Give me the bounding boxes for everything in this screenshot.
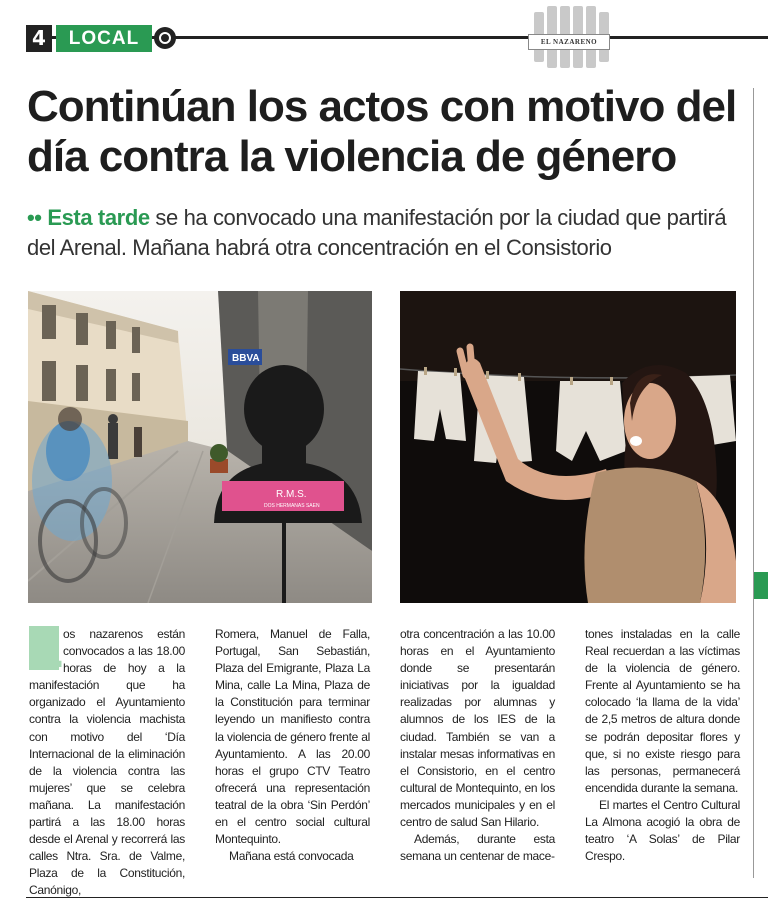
bank-sign-text: BBVA [232, 353, 260, 364]
col2-paragraph-1: Romera, Manuel de Falla, Portugal, San Sebastián, Plaza del Emigrante, Plaza La Mina, calle La Mina, Plaza de la Constitución para terminar leyendo un manifiesto contra la violencia de género frente al Ayuntamiento. A las 20.00 horas el grupo CTV Teatro ofrecerá una representación teatral de la obra ‘Sin Perdón’ en el centro social cultural Montequinto. [215, 627, 370, 847]
col4-paragraph-1: tones instaladas en la calle Real recuerdan a las víctimas de la violencia de género. Frente al Ayuntamiento se ha colocado ‘la llama de la vida’ de 2,5 metros de altura donde se podrán depositar flores y que, si no existe riesgo para las personas, permanecerá encendida durante la semana. [585, 627, 740, 795]
text-column-4 [585, 626, 740, 865]
deck-lead: Esta tarde [47, 205, 150, 230]
dropcap: L [29, 616, 63, 679]
photo-theatre-performance [400, 291, 736, 603]
footer-rule [26, 897, 768, 898]
photo-street-silhouette [28, 291, 372, 603]
page-number: 4 [26, 25, 52, 52]
masthead-logo [528, 6, 610, 68]
text-column-1 [29, 616, 185, 900]
sign-subtext: DOS HERMANAS SAEN [264, 503, 320, 509]
col2-paragraph-2: Mañana está convocada [229, 849, 354, 864]
text-column-2 [215, 626, 370, 865]
section-label: LOCAL [56, 25, 152, 52]
right-column-rule [753, 88, 754, 878]
sign-text: R.M.S. [276, 489, 307, 500]
col3-paragraph-1: otra concentración a las 10.00 horas en el Ayuntamiento donde se presentarán iniciativas por la igualdad realizadas por alumnas y alumnos de los IES de la ciudad. También se van a instalar mesas informativas en el Consistorio, en el centro cultural de Montequinto, en los mercados municipales y en el centro de salud San Hilario. [400, 627, 555, 830]
col1-paragraph: os nazarenos están convocados a las 18.00 horas de hoy a la manifestación que ha organizado el Ayuntamiento contra la violencia machista con motivo del ‘Día Internacional de la eliminación de la violencia contra las mujeres’ que se celebra mañana. La manifestación partirá a las 18.00 horas desde el Arenal y recorrerá las calles Ntra. Sra. de Valme, Plaza de la Constitución, Canónigo, [29, 627, 185, 898]
headline: Continúan los actos con motivo del día contra la violencia de género [27, 82, 737, 181]
deck-text: se ha convocado una manifestación por la ciudad que partirá del Arenal. Mañana habrá otra concentración en el Consistorio [27, 205, 727, 260]
text-column-3 [400, 626, 555, 865]
col3-paragraph-2: Además, durante esta semana un centenar de mace- [400, 832, 555, 864]
margin-marker [753, 572, 768, 599]
target-icon [154, 27, 176, 49]
masthead-logo-text: EL NAZARENO [528, 34, 610, 50]
deck-bullet: •• [27, 205, 42, 230]
col4-paragraph-2: El martes el Centro Cultural La Almona acogió la obra de teatro ‘A Solas’ de Pilar Crespo. [585, 797, 740, 864]
deck [27, 203, 747, 263]
